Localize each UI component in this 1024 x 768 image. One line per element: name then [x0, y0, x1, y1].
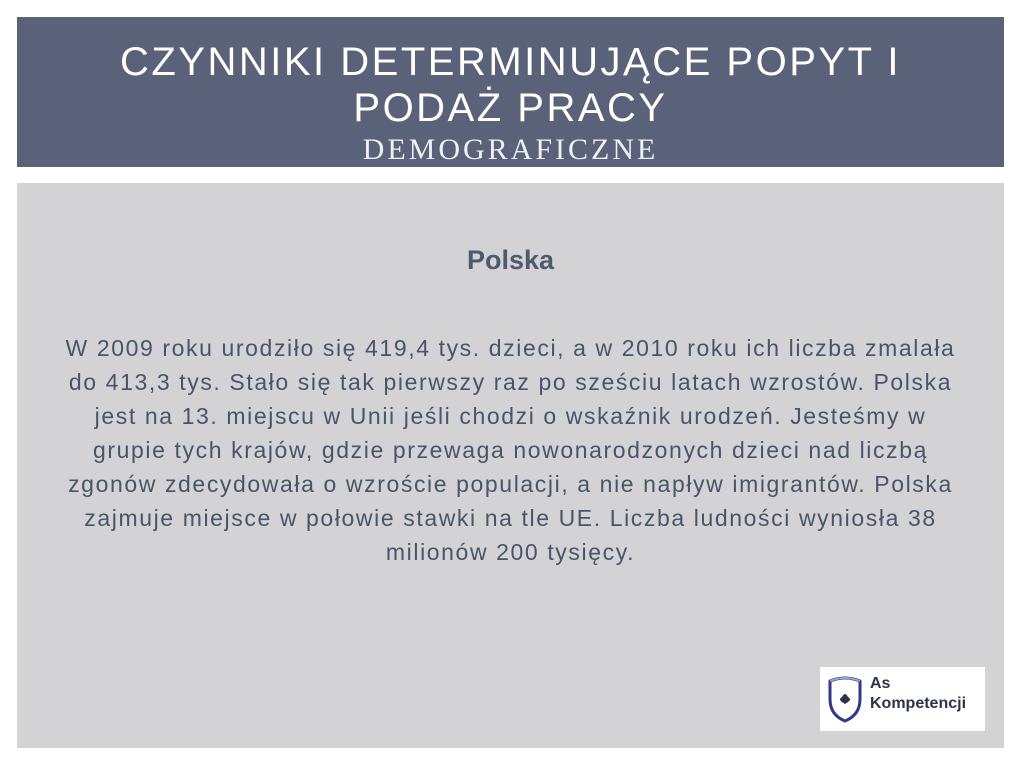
content-heading: Polska — [466, 245, 555, 275]
logo-text — [870, 674, 966, 714]
slide-subtitle: DEMOGRAFICZNE — [362, 133, 659, 166]
shield-icon — [824, 673, 866, 725]
content-panel — [17, 183, 1004, 748]
slide-title-line-2: PODAŻ PRACY — [353, 86, 668, 130]
title-band — [17, 17, 1004, 167]
content-body: W 2009 roku urodziło się 419,4 tys. dzieci, a w 2010 roku ich liczba zmalała do 413,3 tys. Stało się tak pierwszy raz po sześciu latach wzrostów. Polska jest na 13. miejscu w Unii jeśli chodzi o wskaźnik urodzeń. Jesteśmy w grupie tych krajów, gdzie przewaga nowonarodzonych dzieci nad liczbą zgonów zdecydowała o wzroście populacji, a nie napływ imigrantów. Polska zajmuje miejsce w połowie stawki na tle UE. Liczba ludności wyniosła 38 milionów 200 tysięcy. — [65, 335, 956, 565]
logo-text-line-1: As — [870, 675, 891, 692]
logo — [820, 667, 985, 731]
slide-title-line-1: CZYNNIKI DETERMINUJĄCE POPYT I — [119, 40, 901, 84]
logo-text-line-2: Kompetencji — [870, 695, 967, 712]
